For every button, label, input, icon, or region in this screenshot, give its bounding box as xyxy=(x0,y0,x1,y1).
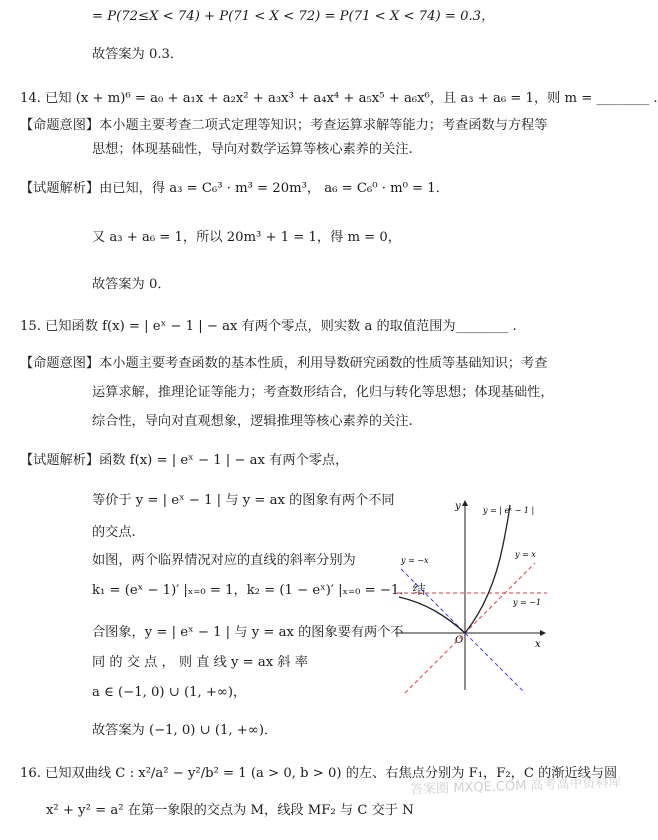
q14-intent: 【命题意图】本小题主要考查二项式定理等知识；考查运算求解等能力；考查函数与方程等 xyxy=(20,118,548,133)
q15-solution: 同 的 交 点 ， 则 直 线 y = ax 斜 率 xyxy=(92,655,308,670)
q15-solution: a ∈ (−1, 0) ∪ (1, +∞)， xyxy=(92,685,247,700)
y-axis-label: y xyxy=(455,501,461,512)
q14-solution: 又 a₃ + a₆ = 1，所以 20m³ + 1 = 1，得 m = 0， xyxy=(92,230,401,245)
x-axis-label: x xyxy=(535,639,541,650)
q14-solution: 【试题解析】由已知，得 a₃ = C₆³ · m³ = 20m³， a₆ = C₆⁰ · m⁰ = 1． xyxy=(20,181,449,196)
q15-solution: 【试题解析】函数 f(x) = | eˣ − 1 | − ax 有两个零点， xyxy=(20,453,349,468)
curve-abs-exp xyxy=(399,505,510,633)
question-14: 14. 已知 (x + m)⁶ = a₀ + a₁x + a₂x² + a₃x³ + a₄x⁴ + a₅x⁵ + a₆x⁶，且 a₃ + a₆ = 1，则 m = ________ . xyxy=(20,91,658,106)
curve-label: y = | eˣ − 1 | xyxy=(483,506,535,515)
q15-intent: 【命题意图】本小题主要考查函数的基本性质，利用导数研究函数的性质等基础知识；考查 xyxy=(20,356,548,371)
line-y-x xyxy=(405,563,535,693)
question-16: 16. 已知双曲线 C : x²/a² − y²/b² = 1 (a > 0, b > 0) 的左、右焦点分别为 F₁，F₂，C 的渐近线与圆 xyxy=(20,766,618,781)
q15-intent: 运算求解，推理论证等能力；考查数形结合，化归与转化等思想；体现基础性， xyxy=(92,385,554,400)
text-line: = P(72≤X < 74) + P(71 < X < 72) = P(71 < X < 74) = 0.3， xyxy=(92,9,495,24)
q15-solution: k₁ = (eˣ − 1)′ |ₓ₌₀ = 1，k₂ = (1 − eˣ)′ |ₓ₌₀ = −1．结 xyxy=(92,583,426,598)
watermark: 答案圈 MXQE.COM 高考高中资料库 xyxy=(409,775,622,798)
q15-solution: 等价于 y = | eˣ − 1 | 与 y = ax 的图象有两个不同 xyxy=(92,493,395,508)
text-line: 故答案为 0.3． xyxy=(92,47,184,62)
line-h-label: y = −1 xyxy=(513,598,542,607)
q14-intent: 思想；体现基础性，导向对数学运算等核心素养的关注. xyxy=(92,142,413,157)
q15-solution: 合图象，y = | eˣ − 1 | 与 y = ax 的图象要有两个不 xyxy=(92,625,404,640)
function-graph xyxy=(395,495,555,695)
line-neg-label: y = −x xyxy=(401,556,429,565)
question-16: x² + y² = a² 在第一象限的交点为 M，线段 MF₂ 与 C 交于 N xyxy=(46,803,414,818)
q14-answer: 故答案为 0． xyxy=(92,277,171,292)
q15-intent: 综合性，导向对直观想象，逻辑推理等核心素养的关注. xyxy=(92,414,413,429)
question-15: 15. 已知函数 f(x) = | eˣ − 1 | − ax 有两个零点，则实数 a 的取值范围为________ . xyxy=(20,319,517,334)
q15-solution: 的交点. xyxy=(92,525,136,540)
q15-answer: 故答案为 (−1, 0) ∪ (1, +∞)． xyxy=(92,723,278,738)
q15-solution: 如图，两个临界情况对应的直线的斜率分别为 xyxy=(92,553,356,568)
line-pos-label: y = x xyxy=(515,550,536,559)
origin-label: O xyxy=(455,635,464,646)
